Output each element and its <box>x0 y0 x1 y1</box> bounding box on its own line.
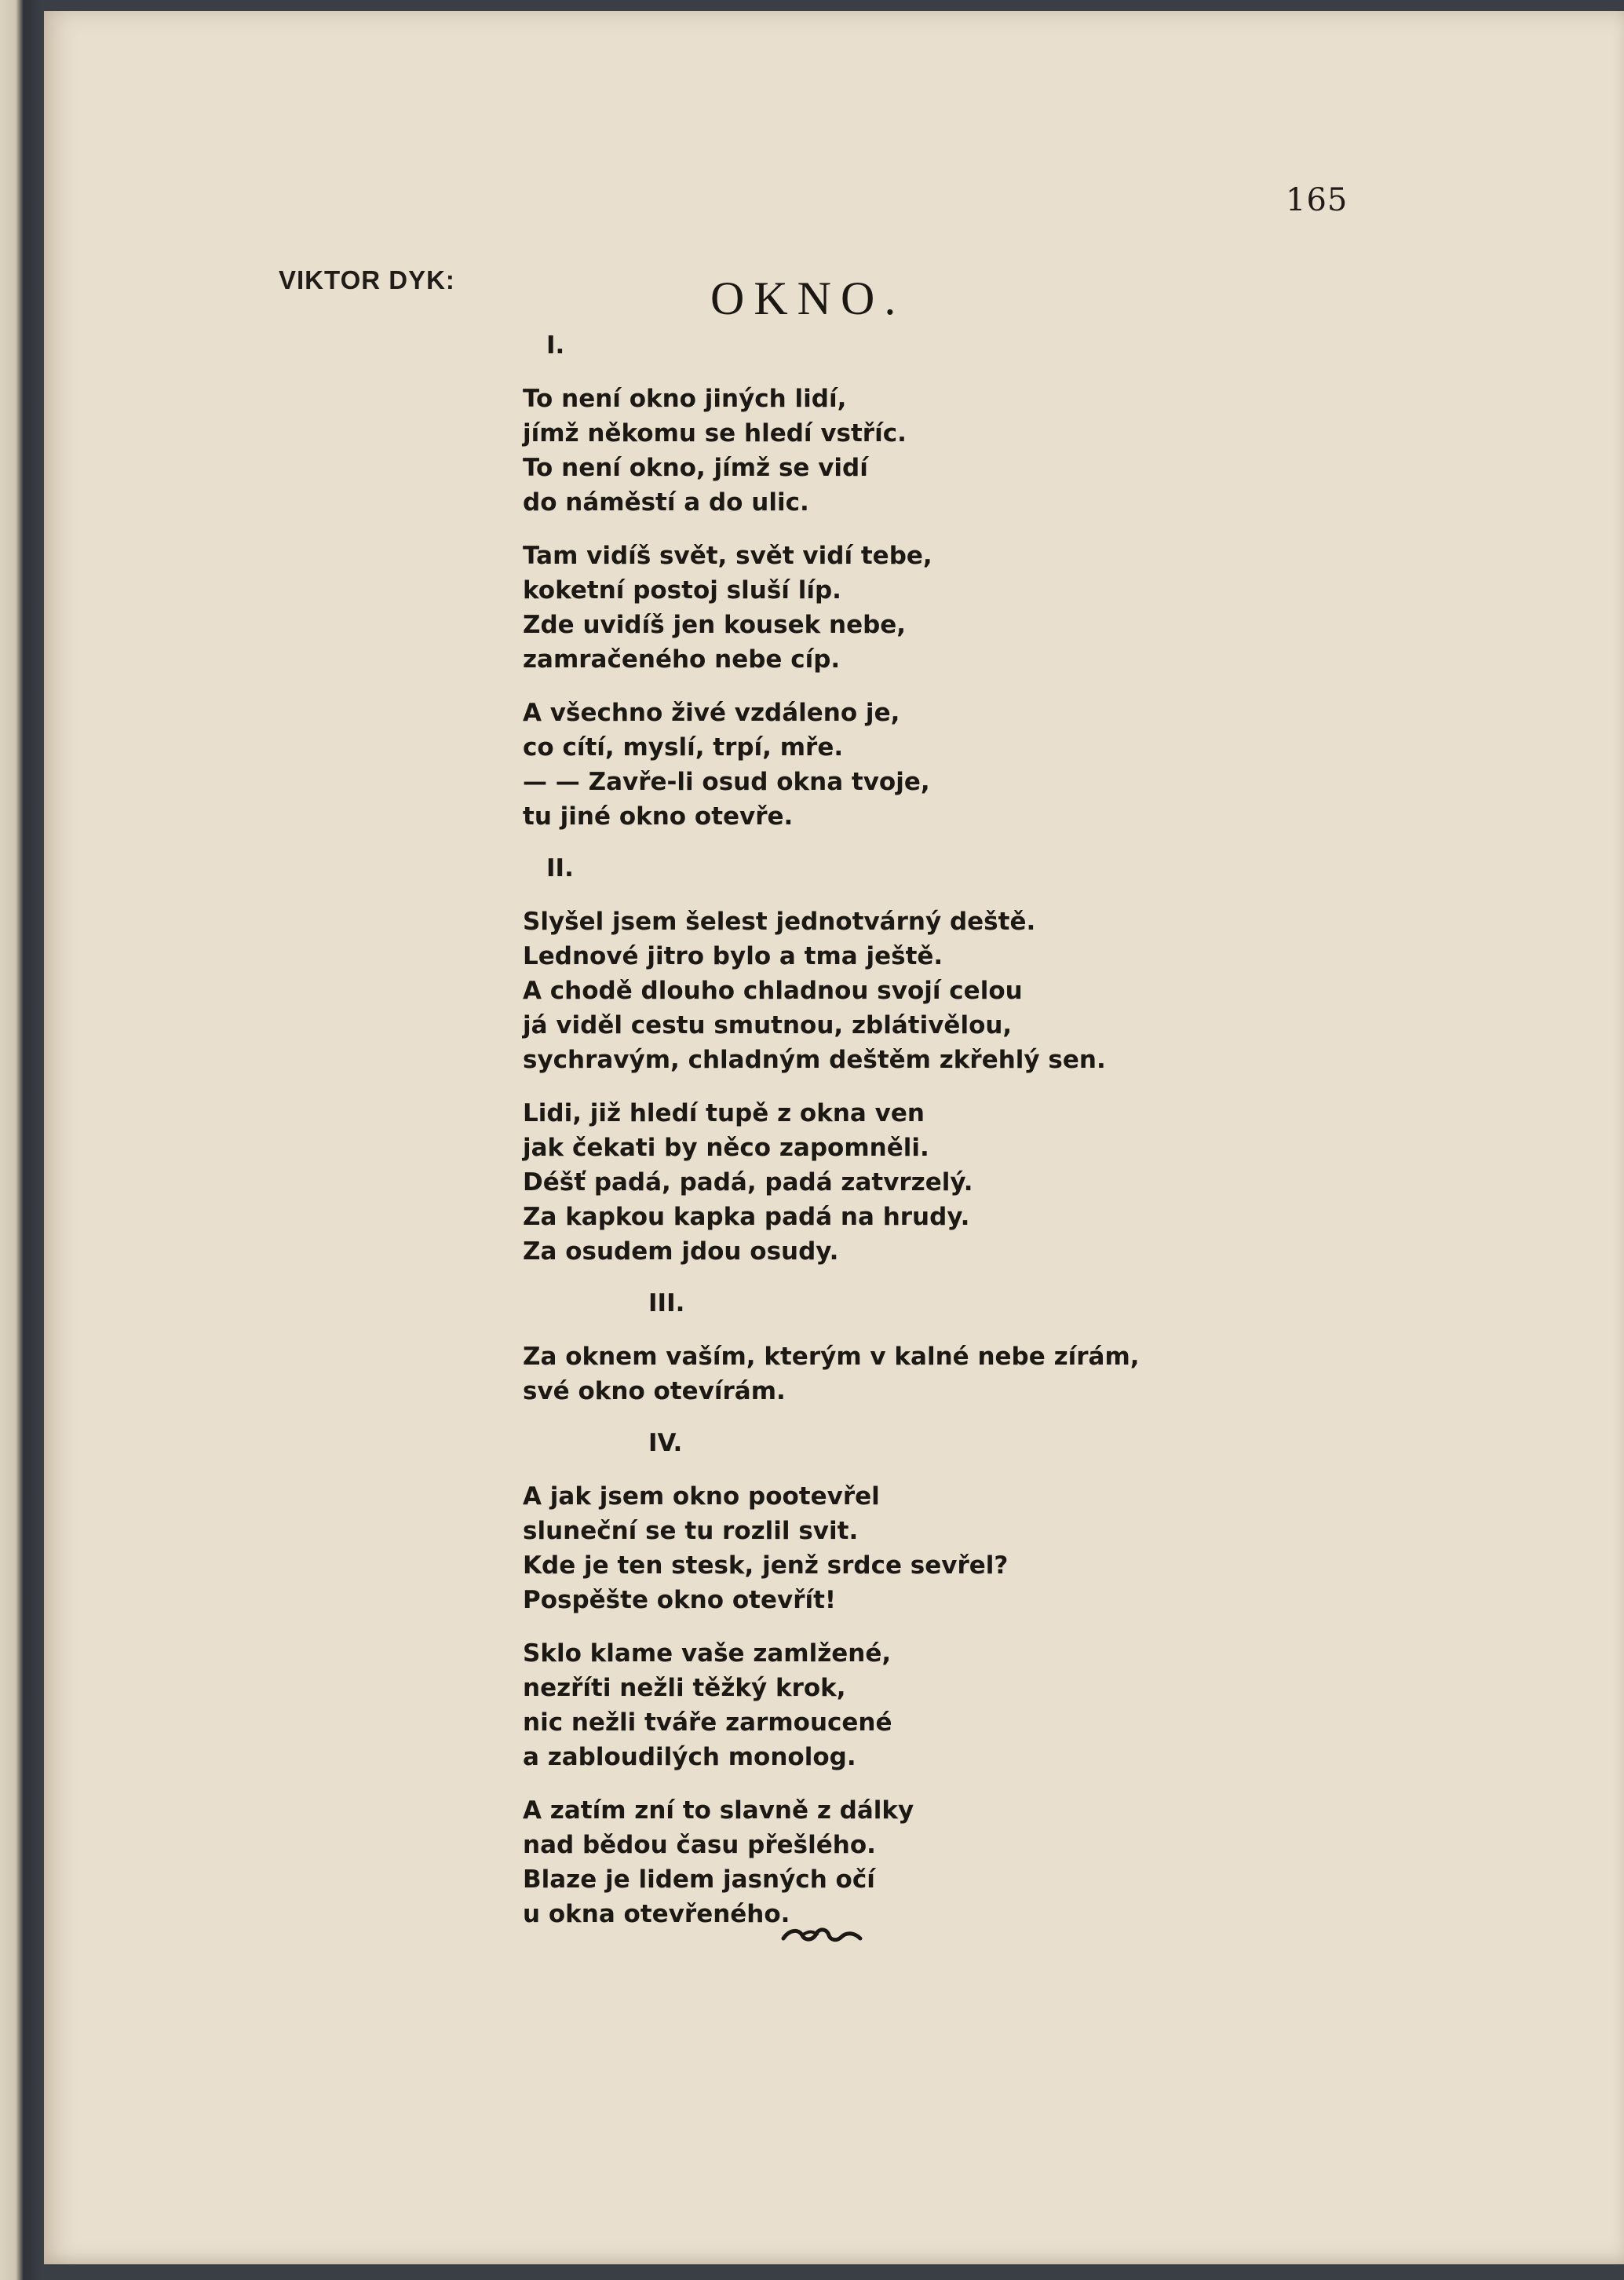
stanza <box>523 1479 1229 1617</box>
stanza <box>523 539 1229 677</box>
verse-line: — — Zavře-li osud okna tvoje, <box>523 768 930 796</box>
verse-line: já viděl cestu smutnou, zblátivělou, <box>523 1011 1013 1040</box>
verse-line: své okno otevírám. <box>523 1377 786 1405</box>
verse-line: Za osudem jdou osudy. <box>523 1237 839 1266</box>
stanza <box>523 696 1229 834</box>
verse-line: Zde uvidíš jen kousek nebe, <box>523 611 907 639</box>
verse-line: a zabloudilých monolog. <box>523 1743 856 1771</box>
verse-line: nad bědou času přešlého. <box>523 1831 876 1859</box>
verse-line: A všechno živé vzdáleno je, <box>523 699 900 727</box>
verse-line: jímž někomu se hledí vstříc. <box>523 419 907 448</box>
verse-line: A jak jsem okno pootevřel <box>523 1482 880 1511</box>
poem-title: OKNO. <box>710 272 906 324</box>
book-spine-edge <box>0 0 44 2280</box>
ornament-flourish-icon <box>779 1923 865 1946</box>
stanza <box>523 1339 1229 1409</box>
verse-line: Kde je ten stesk, jenž srdce sevřel? <box>523 1551 1009 1580</box>
stanza <box>523 1096 1229 1269</box>
stanza <box>523 1636 1229 1774</box>
verse-line: nic nežli tváře zarmoucené <box>523 1708 892 1737</box>
verse-line: tu jiné okno otevře. <box>523 802 794 831</box>
section-heading: II. <box>546 854 574 882</box>
section-heading: III. <box>648 1289 685 1317</box>
verse-line: Blaze je lidem jasných očí <box>523 1865 875 1894</box>
verse-line: Lednové jitro bylo a tma ještě. <box>523 942 943 970</box>
verse-line: nezříti nežli těžký krok, <box>523 1674 846 1702</box>
verse-line: sychravým, chladným deštěm zkřehlý sen. <box>523 1046 1106 1074</box>
verse-line: do náměstí a do ulic. <box>523 488 809 517</box>
verse-line: Za kapkou kapka padá na hrudy. <box>523 1203 970 1231</box>
poem-body <box>523 330 1229 1950</box>
verse-line: jak čekati by něco zapomněli. <box>523 1134 929 1162</box>
verse-line: sluneční se tu rozlil svit. <box>523 1517 859 1545</box>
verse-line: To není okno jiných lidí, <box>523 385 847 413</box>
verse-line: A chodě dlouho chladnou svojí celou <box>523 977 1023 1005</box>
verse-line: Sklo klame vaše zamlžené, <box>523 1639 892 1668</box>
verse-line: Za oknem vaším, kterým v kalné nebe zírám, <box>523 1343 1140 1371</box>
page-number: 165 <box>1286 182 1348 218</box>
verse-line: zamračeného nebe cíp. <box>523 645 841 674</box>
section-heading: I. <box>546 331 565 360</box>
verse-line: Lidi, již hledí tupě z okna ven <box>523 1099 925 1127</box>
verse-line: Slyšel jsem šelest jednotvárný deště. <box>523 908 1036 936</box>
author-name: VIKTOR DYK: <box>279 265 455 294</box>
verse-line: u okna otevřeného. <box>523 1900 790 1928</box>
section-heading: IV. <box>648 1429 683 1457</box>
stanza <box>523 1793 1229 1931</box>
stanza <box>523 382 1229 520</box>
verse-line: koketní postoj sluší líp. <box>523 576 841 605</box>
verse-line: A zatím zní to slavně z dálky <box>523 1796 914 1825</box>
stanza <box>523 904 1229 1077</box>
verse-line: co cítí, myslí, trpí, mře. <box>523 733 844 762</box>
verse-line: Tam vidíš svět, svět vidí tebe, <box>523 542 932 570</box>
verse-line: Pospěšte okno otevřít! <box>523 1586 837 1614</box>
verse-line: Déšť padá, padá, padá zatvrzelý. <box>523 1168 973 1197</box>
verse-line: To není okno, jímž se vidí <box>523 454 868 482</box>
